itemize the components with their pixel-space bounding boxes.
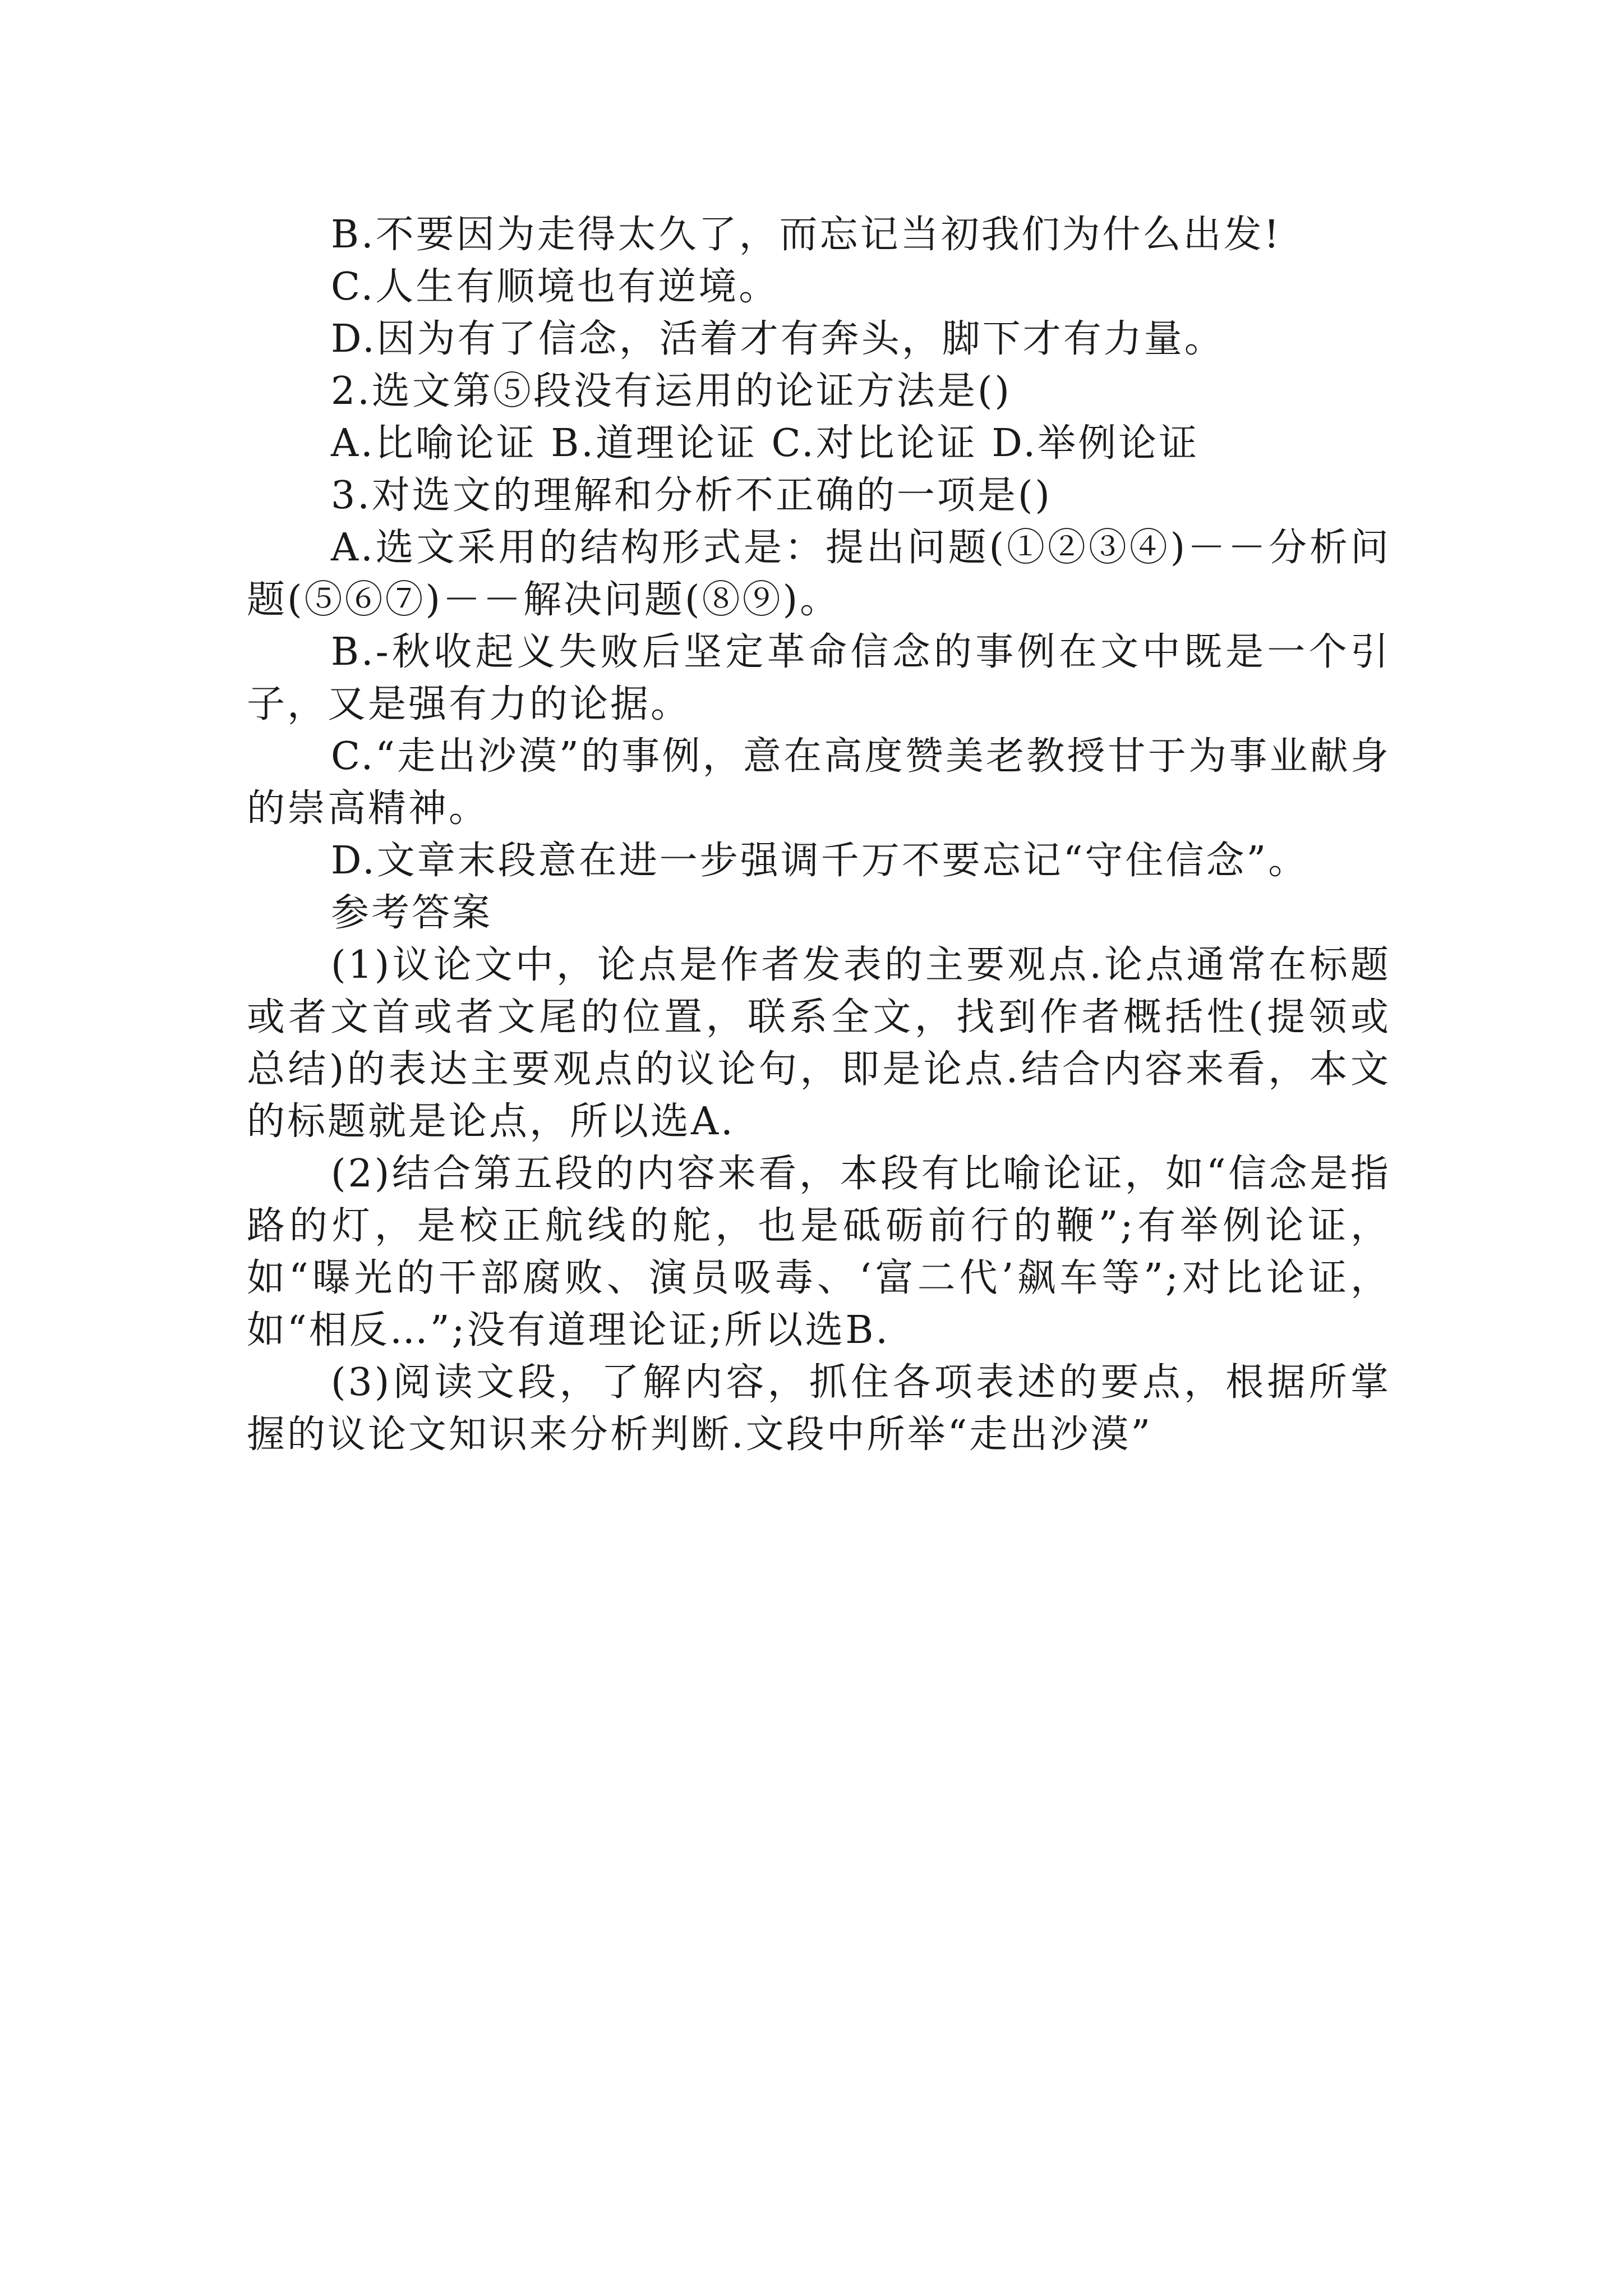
- question-3-option-a: A.选文采用的结构形式是：提出问题(①②③④)－－分析问题(⑤⑥⑦)－－解决问题(⑧⑨)。: [247, 526, 1391, 622]
- answer-1: (1)议论文中，论点是作者发表的主要观点.论点通常在标题或者文首或者文尾的位置，联系全文，找到作者概括性(提领或总结)的表达主要观点的议论句，即是论点.结合内容来看，本文的标题就是论点，所以选A.: [247, 943, 1391, 1144]
- option-c-paragraph: C.人生有顺境也有逆境。: [331, 265, 780, 309]
- answer-3: (3)阅读文段，了解内容，抓住各项表述的要点，根据所掌握的议论文知识来分析判断.文段中所举“走出沙漠”: [247, 1360, 1391, 1457]
- option-b-paragraph: B.不要因为走得太久了，而忘记当初我们为什么出发!: [331, 213, 1281, 257]
- question-2: 2.选文第⑤段没有运用的论证方法是(): [331, 369, 1012, 413]
- document-body: [247, 209, 1391, 1461]
- answer-heading: 参考答案: [331, 891, 493, 935]
- question-3: 3.对选文的理解和分析不正确的一项是(): [331, 473, 1052, 518]
- question-2-options: A.比喻论证 B.道理论证 C.对比论证 D.举例论证: [331, 421, 1200, 466]
- answer-2: (2)结合第五段的内容来看，本段有比喻论证，如“信念是指路的灯，是校正航线的舵，也是砥砺前行的鞭”;有举例论证，如“曝光的干部腐败、演员吸毒、‘富二代’飙车等”;对比论证，如“相反…”;没有道理论证;所以选B.: [247, 1152, 1391, 1352]
- question-3-option-d: D.文章末段意在进一步强调千万不要忘记“守住信念”。: [331, 839, 1309, 883]
- option-d-paragraph: D.因为有了信念，活着才有奔头，脚下才有力量。: [331, 317, 1225, 361]
- question-3-option-c: C.“走出沙漠”的事例，意在高度赞美老教授甘于为事业献身的崇高精神。: [247, 734, 1391, 831]
- question-3-option-b: B.-秋收起义失败后坚定革命信念的事例在文中既是一个引子，又是强有力的论据。: [247, 630, 1391, 726]
